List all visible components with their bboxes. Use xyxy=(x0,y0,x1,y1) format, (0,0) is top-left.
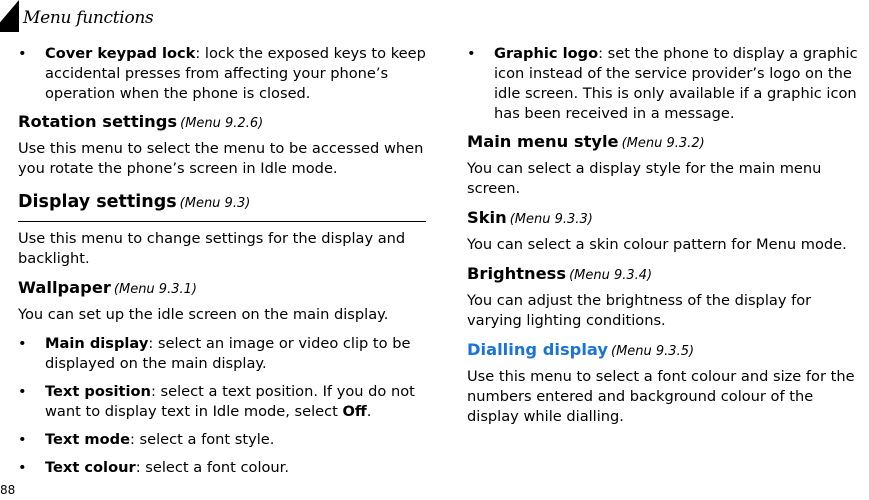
skin-heading xyxy=(467,208,869,230)
bullet-text: : select an image or video clip to be displayed on the main display. xyxy=(45,335,411,372)
bullet-bold-tail: Off xyxy=(342,403,367,420)
bullet-term: Graphic logo xyxy=(494,45,599,62)
heading-title: Brightness xyxy=(467,264,567,283)
heading-title: Main menu style xyxy=(467,132,619,151)
header-title: Menu functions xyxy=(23,8,154,28)
main-menu-style-text: You can select a display style for the main menu screen. xyxy=(467,160,822,197)
bullet-dot: • xyxy=(18,383,27,400)
bullet-text: : select a font colour. xyxy=(135,459,289,476)
bullet-text: : lock the exposed keys to keep accidental presses from affecting your phone’s operation when the phone is closed. xyxy=(45,45,426,102)
bullet-dot: • xyxy=(18,431,27,448)
heading-ref: (Menu 9.2.6) xyxy=(180,116,264,131)
bullet-graphic-logo xyxy=(467,44,869,124)
main-menu-style-heading xyxy=(467,132,869,154)
heading-ref: (Menu 9.3) xyxy=(179,196,251,211)
heading-title: Rotation settings xyxy=(18,112,178,131)
wallpaper-heading xyxy=(18,278,426,300)
bullet-dot: • xyxy=(18,335,27,352)
bullet-term: Text mode xyxy=(45,431,130,448)
bullet-term: Text position xyxy=(45,383,151,400)
bullet-text: : set the phone to display a graphic icon instead of the service provider’s logo on the idle screen. This is only available if a graphic icon has been received in a message. xyxy=(494,45,858,122)
bullet-term: Text colour xyxy=(45,459,136,476)
heading-title: Wallpaper xyxy=(18,278,111,297)
left-column xyxy=(18,44,426,486)
brightness-heading xyxy=(467,264,869,286)
bullet-main-display xyxy=(18,334,426,374)
bullet-term: Main display xyxy=(45,335,149,352)
bullet-text: : select a font style. xyxy=(129,431,275,448)
dialling-display-heading xyxy=(467,340,869,362)
heading-ref: (Menu 9.3.4) xyxy=(569,268,653,283)
bullet-dot: • xyxy=(18,459,27,476)
bullet-text-mode xyxy=(18,430,426,450)
bullet-text-colour xyxy=(18,458,426,478)
heading-title: Display settings xyxy=(18,192,177,212)
heading-title: Dialling display xyxy=(467,340,608,359)
skin-text: You can select a skin colour pattern for Menu mode. xyxy=(467,236,847,253)
heading-ref: (Menu 9.3.5) xyxy=(611,344,695,359)
bullet-text-position xyxy=(18,382,426,422)
rotation-settings-text: Use this menu to select the menu to be accessed when you rotate the phone’s screen in Idle mode. xyxy=(18,140,424,177)
bullet-dot: • xyxy=(18,45,27,62)
display-settings-text: Use this menu to change settings for the display and backlight. xyxy=(18,230,406,267)
rotation-settings-heading xyxy=(18,112,426,134)
page-number: 88 xyxy=(0,483,16,497)
heading-title: Skin xyxy=(467,208,507,227)
bullet-end: . xyxy=(366,403,372,420)
display-settings-heading xyxy=(18,191,426,222)
header-bar-decoration xyxy=(0,0,19,32)
bullet-text: : select a text position. If you do not want to display text in Idle mode, select xyxy=(45,383,415,420)
dialling-display-text: Use this menu to select a font colour and size for the numbers entered and background colour of the display while dialling. xyxy=(467,368,855,425)
bullet-dot: • xyxy=(467,45,476,62)
bullet-cover-keypad-lock xyxy=(18,44,426,104)
heading-ref: (Menu 9.3.3) xyxy=(509,212,593,227)
wallpaper-text: You can set up the idle screen on the main display. xyxy=(18,306,389,323)
brightness-text: You can adjust the brightness of the display for varying lighting conditions. xyxy=(467,292,812,329)
right-column xyxy=(467,44,869,436)
heading-ref: (Menu 9.3.1) xyxy=(113,282,197,297)
heading-ref: (Menu 9.3.2) xyxy=(621,136,705,151)
bullet-term: Cover keypad lock xyxy=(45,45,196,62)
